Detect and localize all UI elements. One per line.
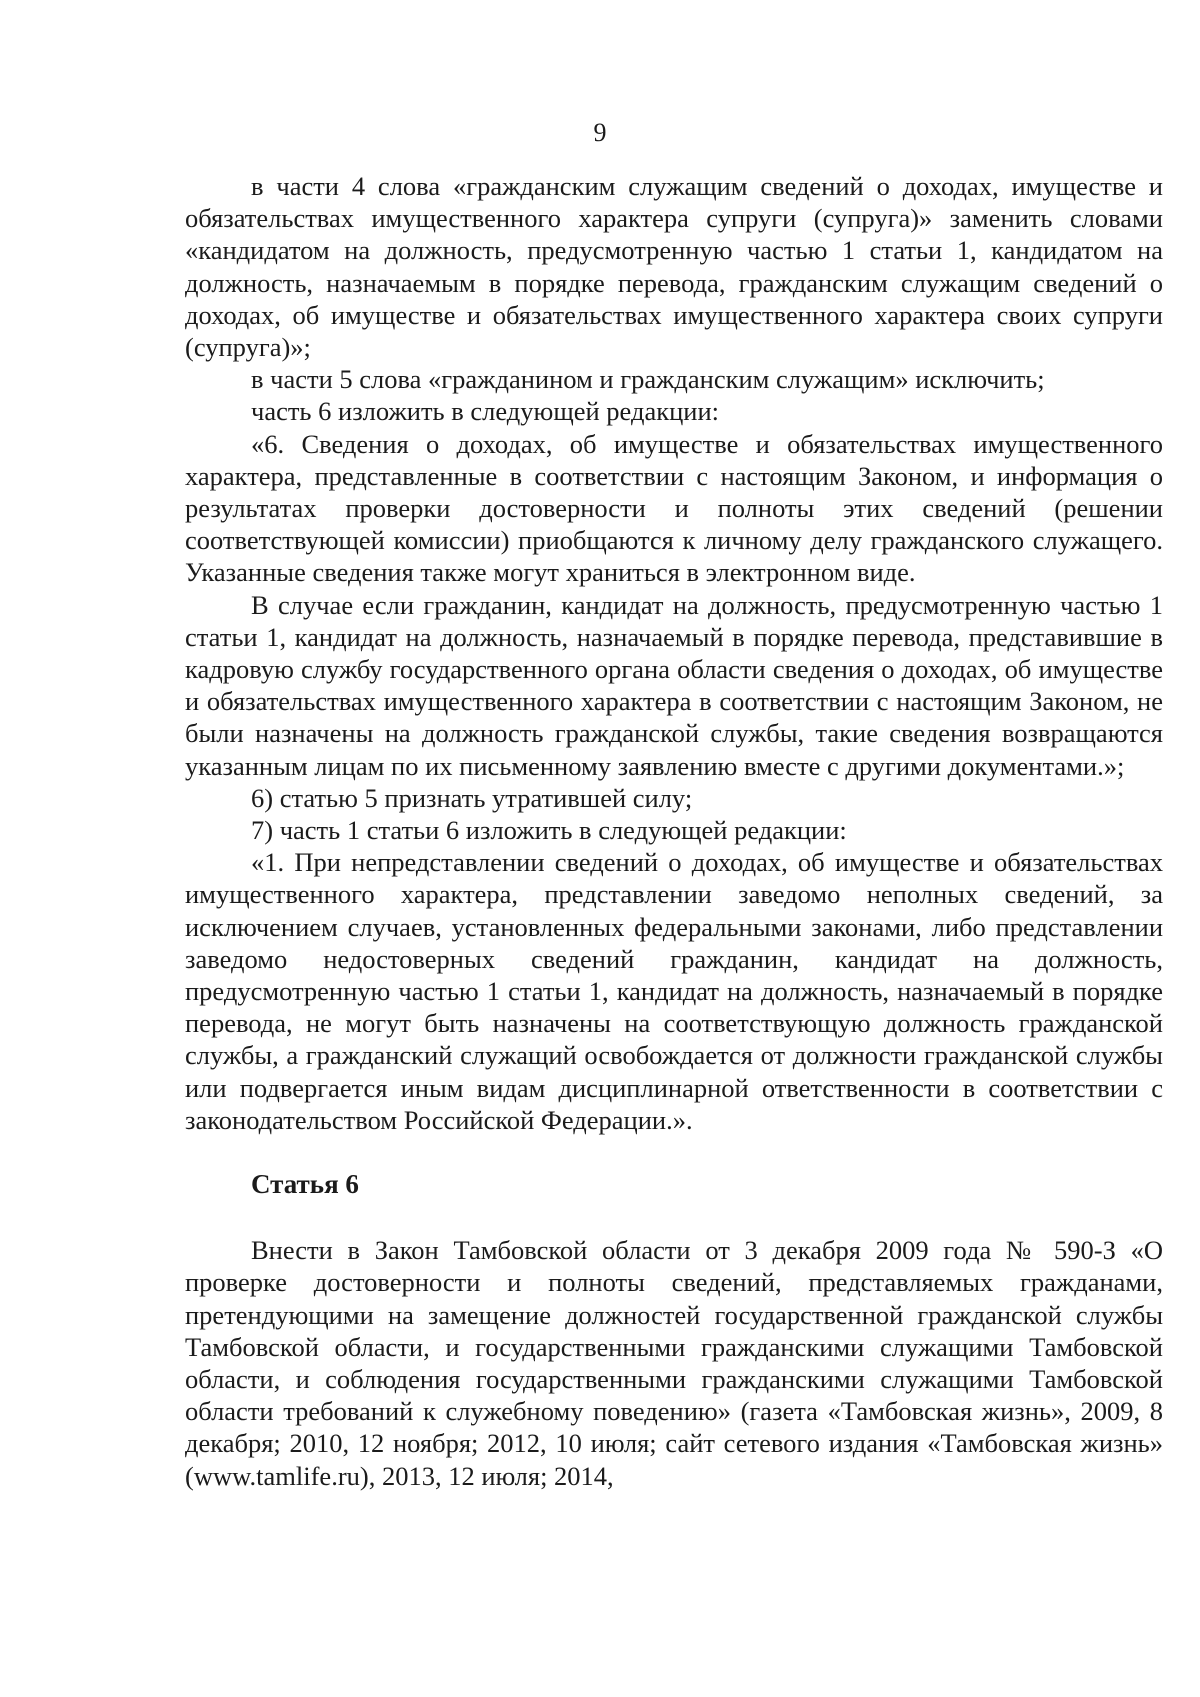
paragraph: 6) статью 5 признать утратившей силу; xyxy=(251,782,693,813)
paragraph: в части 5 слова «гражданином и гражданским служащим» исключить; xyxy=(251,364,1045,395)
paragraph: часть 6 изложить в следующей редакции: xyxy=(251,396,719,427)
article-heading: Статья 6 xyxy=(251,1169,359,1200)
paragraph: В случае если гражданин, кандидат на должность, предусмотренную частью 1 статьи 1, кандидат на должность, назначаемый в порядке перевода, представившие в кадровую службу государственного органа области сведения о доходах, об имуществе и обязательствах имущественного характера в соответствии с настоящим Законом, не были назначены на должность гражданской службы, такие сведения возвращаются указанным лицам по их письменному заявлению вместе с другими документами.»; xyxy=(185,589,1163,781)
spacer xyxy=(185,1136,1163,1168)
document-body xyxy=(185,170,1163,1492)
spacer xyxy=(185,1200,1163,1234)
paragraph: Внести в Закон Тамбовской области от 3 декабря 2009 года № 590-З «О проверке достоверности и полноты сведений, представляемых гражданами, претендующими на замещение должностей государственной гражданской службы Тамбовской области, и государственными гражданскими служащими Тамбовской области, и соблюдения государственными гражданскими служащими Тамбовской области требований к служебному поведению» (газета «Тамбовская жизнь», 2009, 8 декабря; 2010, 12 ноября; 2012, 10 июля; сайт сетевого издания «Тамбовская жизнь» (www.tamlife.ru), 2013, 12 июля; 2014, xyxy=(185,1235,1163,1491)
page-number: 9 xyxy=(593,118,607,147)
paragraph: 7) часть 1 статьи 6 изложить в следующей редакции: xyxy=(251,815,847,846)
paragraph: «1. При непредставлении сведений о доходах, об имуществе и обязательствах имущественного характера, представлении заведомо неполных сведений, за исключением случаев, установленных федеральными законами, либо представлении заведомо недостоверных сведений гражданин, кандидат на должность, предусмотренную частью 1 статьи 1, кандидат на должность, назначаемый в порядке перевода, не могут быть назначены на соответствующую должность гражданской службы, а гражданский служащий освобождается от должности гражданской службы или подвергается иным видам дисциплинарной ответственности в соответствии с законодательством Российской Федерации.». xyxy=(185,847,1163,1135)
paragraph: «6. Сведения о доходах, об имуществе и обязательствах имущественного характера, представленные в соответствии с настоящим Законом, и информация о результатах проверки достоверности и полноты этих сведений (решении соответствующей комиссии) приобщаются к личному делу гражданского служащего. Указанные сведения также могут храниться в электронном виде. xyxy=(185,428,1163,588)
paragraph: в части 4 слова «гражданским служащим сведений о доходах, имуществе и обязательствах имущественного характера супруги (супруга)» заменить словами «кандидатом на должность, предусмотренную частью 1 статьи 1, кандидатом на должность, назначаемым в порядке перевода, гражданским служащим сведений о доходах, об имуществе и обязательствах имущественного характера своих супруги (супруга)»; xyxy=(185,171,1163,363)
